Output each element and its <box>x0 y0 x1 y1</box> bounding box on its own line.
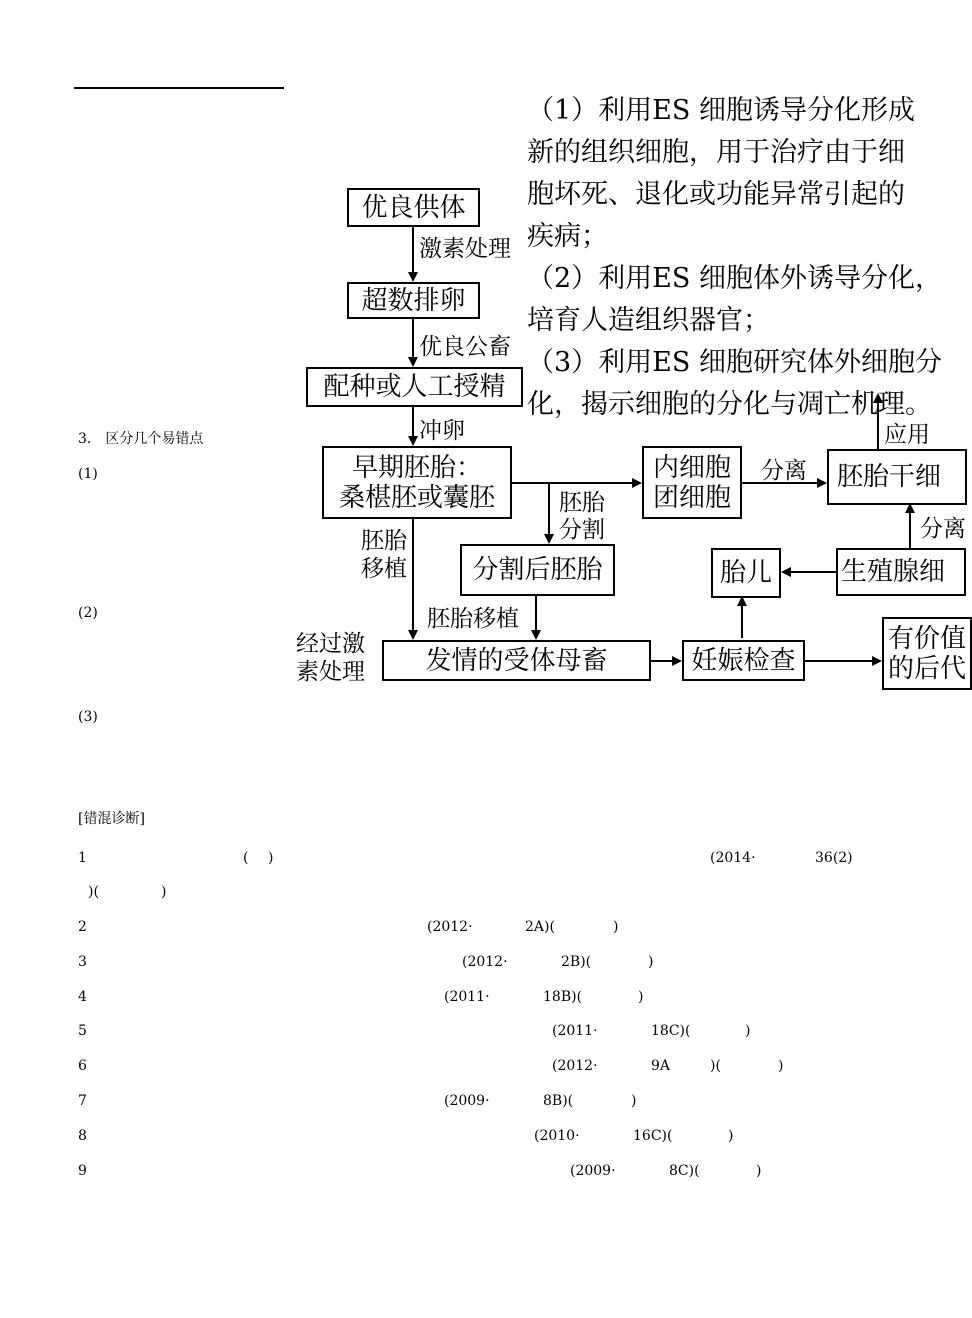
item-answer-close: ) <box>638 989 644 1005</box>
item-source: (2012· <box>462 954 508 970</box>
box-text: 优良供体 <box>361 192 466 223</box>
item-code: 2B)( <box>561 954 592 970</box>
item-source: (2011· <box>444 989 490 1005</box>
box-offspring <box>882 617 972 690</box>
es-use-line: 培育人造组织器官； <box>527 305 770 336</box>
box-inner-cell-mass <box>642 446 742 519</box>
item-number: 1 <box>78 850 87 866</box>
item-answer-close: ) <box>745 1023 751 1039</box>
item-number: 6 <box>78 1058 87 1074</box>
box-text: 发情的受体母畜 <box>425 645 608 676</box>
item-source: (2010· <box>534 1128 580 1144</box>
es-use-line: 化，揭示细胞的分化与凋亡机理。 <box>527 389 932 420</box>
item-answer-close: ) <box>756 1163 762 1179</box>
box-text: 内细胞 <box>652 452 731 483</box>
box-text: 的后代 <box>888 653 967 684</box>
box-donor <box>347 188 480 227</box>
diagnosis-heading: [错混诊断] <box>78 811 145 827</box>
es-use-line: （2）利用ES 细胞体外诱导分化， <box>527 263 942 294</box>
label-transfer-full: 胚胎移植 <box>427 606 519 632</box>
label-hormone-treated-1: 经过激 <box>296 631 365 657</box>
box-text: 妊娠检查 <box>691 645 796 676</box>
label-transfer-2: 移植 <box>361 556 407 582</box>
box-early-embryo <box>322 446 512 519</box>
es-use-line: （3）利用ES 细胞研究体外细胞分 <box>527 347 942 378</box>
item-number: 5 <box>78 1023 87 1039</box>
label-hormone: 激素处理 <box>419 236 511 262</box>
item-number: 7 <box>78 1093 87 1109</box>
box-text: 胎儿 <box>719 558 772 588</box>
item-number: 3 <box>78 954 87 970</box>
label-transfer-1: 胚胎 <box>361 528 407 554</box>
section-line: (1) <box>78 466 98 482</box>
item-paren-open: ( <box>243 850 249 866</box>
item-source: (2011· <box>552 1023 598 1039</box>
box-text: 早期胚胎： <box>351 452 482 483</box>
box-fetus <box>711 548 781 598</box>
section-line: (3) <box>78 709 98 725</box>
label-flush: 冲卵 <box>419 418 465 444</box>
es-use-line: 新的组织细胞，用于治疗由于细 <box>527 137 905 168</box>
item-source: (2014· <box>710 850 756 866</box>
label-divide: 分离 <box>920 516 966 542</box>
es-use-line: 胞坏死、退化或功能异常引起的 <box>527 179 905 210</box>
item-source: (2009· <box>570 1163 616 1179</box>
section-line: (2) <box>78 605 98 621</box>
box-text: 团细胞 <box>652 482 731 513</box>
label-hormone-treated-2: 素处理 <box>296 659 365 685</box>
section-heading: 3． 区分几个易错点 <box>78 431 204 447</box>
es-use-line: （1）利用ES 细胞诱导分化形成 <box>527 95 915 126</box>
item-code: 36(2) <box>815 850 853 866</box>
item-code-close: )( <box>710 1058 721 1074</box>
item-continued: )( <box>88 884 99 900</box>
box-text: 有价值 <box>888 623 967 654</box>
item-answer-close: ) <box>631 1093 637 1109</box>
box-text: 分割后胚胎 <box>472 555 603 585</box>
item-code: 18B)( <box>543 989 583 1005</box>
item-code: 8B)( <box>543 1093 574 1109</box>
box-text: 配种或人工授精 <box>323 372 506 402</box>
item-number: 8 <box>78 1128 87 1144</box>
item-answer-close: ) <box>728 1128 734 1144</box>
item-source: (2009· <box>444 1093 490 1109</box>
item-answer-close: ) <box>778 1058 784 1074</box>
es-use-line: 疾病； <box>527 221 608 252</box>
item-code: 8C)( <box>669 1163 700 1179</box>
item-answer-close: ) <box>648 954 654 970</box>
item-number: 9 <box>78 1163 87 1179</box>
item-code: 18C)( <box>651 1023 691 1039</box>
item-code: 16C)( <box>633 1128 673 1144</box>
item-code: 9A <box>651 1058 671 1074</box>
item-source: (2012· <box>427 919 473 935</box>
item-number: 2 <box>78 919 87 935</box>
box-recipient <box>382 640 651 681</box>
label-split-2: 分割 <box>559 517 605 543</box>
label-separate: 分离 <box>761 458 807 484</box>
item-answer-close: ) <box>613 919 619 935</box>
item-source: (2012· <box>552 1058 598 1074</box>
box-es-cell <box>827 449 967 505</box>
item-code: 2A)( <box>525 919 555 935</box>
item-paren-close: ) <box>268 850 274 866</box>
box-split-embryo <box>460 544 615 596</box>
box-text: 生殖腺细 <box>841 557 946 587</box>
box-mating <box>306 367 523 407</box>
label-male: 优良公畜 <box>419 334 511 360</box>
box-superovulation <box>347 282 480 319</box>
item-number: 4 <box>78 989 87 1005</box>
label-apply: 应用 <box>884 422 930 448</box>
box-pregnancy-check <box>682 640 805 681</box>
box-text: 胚胎干细 <box>837 462 942 492</box>
box-text: 超数排卵 <box>361 285 466 316</box>
label-split-1: 胚胎 <box>559 490 605 516</box>
item-answer-close: ) <box>161 884 167 900</box>
box-text: 桑椹胚或囊胚 <box>338 482 495 513</box>
box-gonad-cell <box>836 548 966 596</box>
